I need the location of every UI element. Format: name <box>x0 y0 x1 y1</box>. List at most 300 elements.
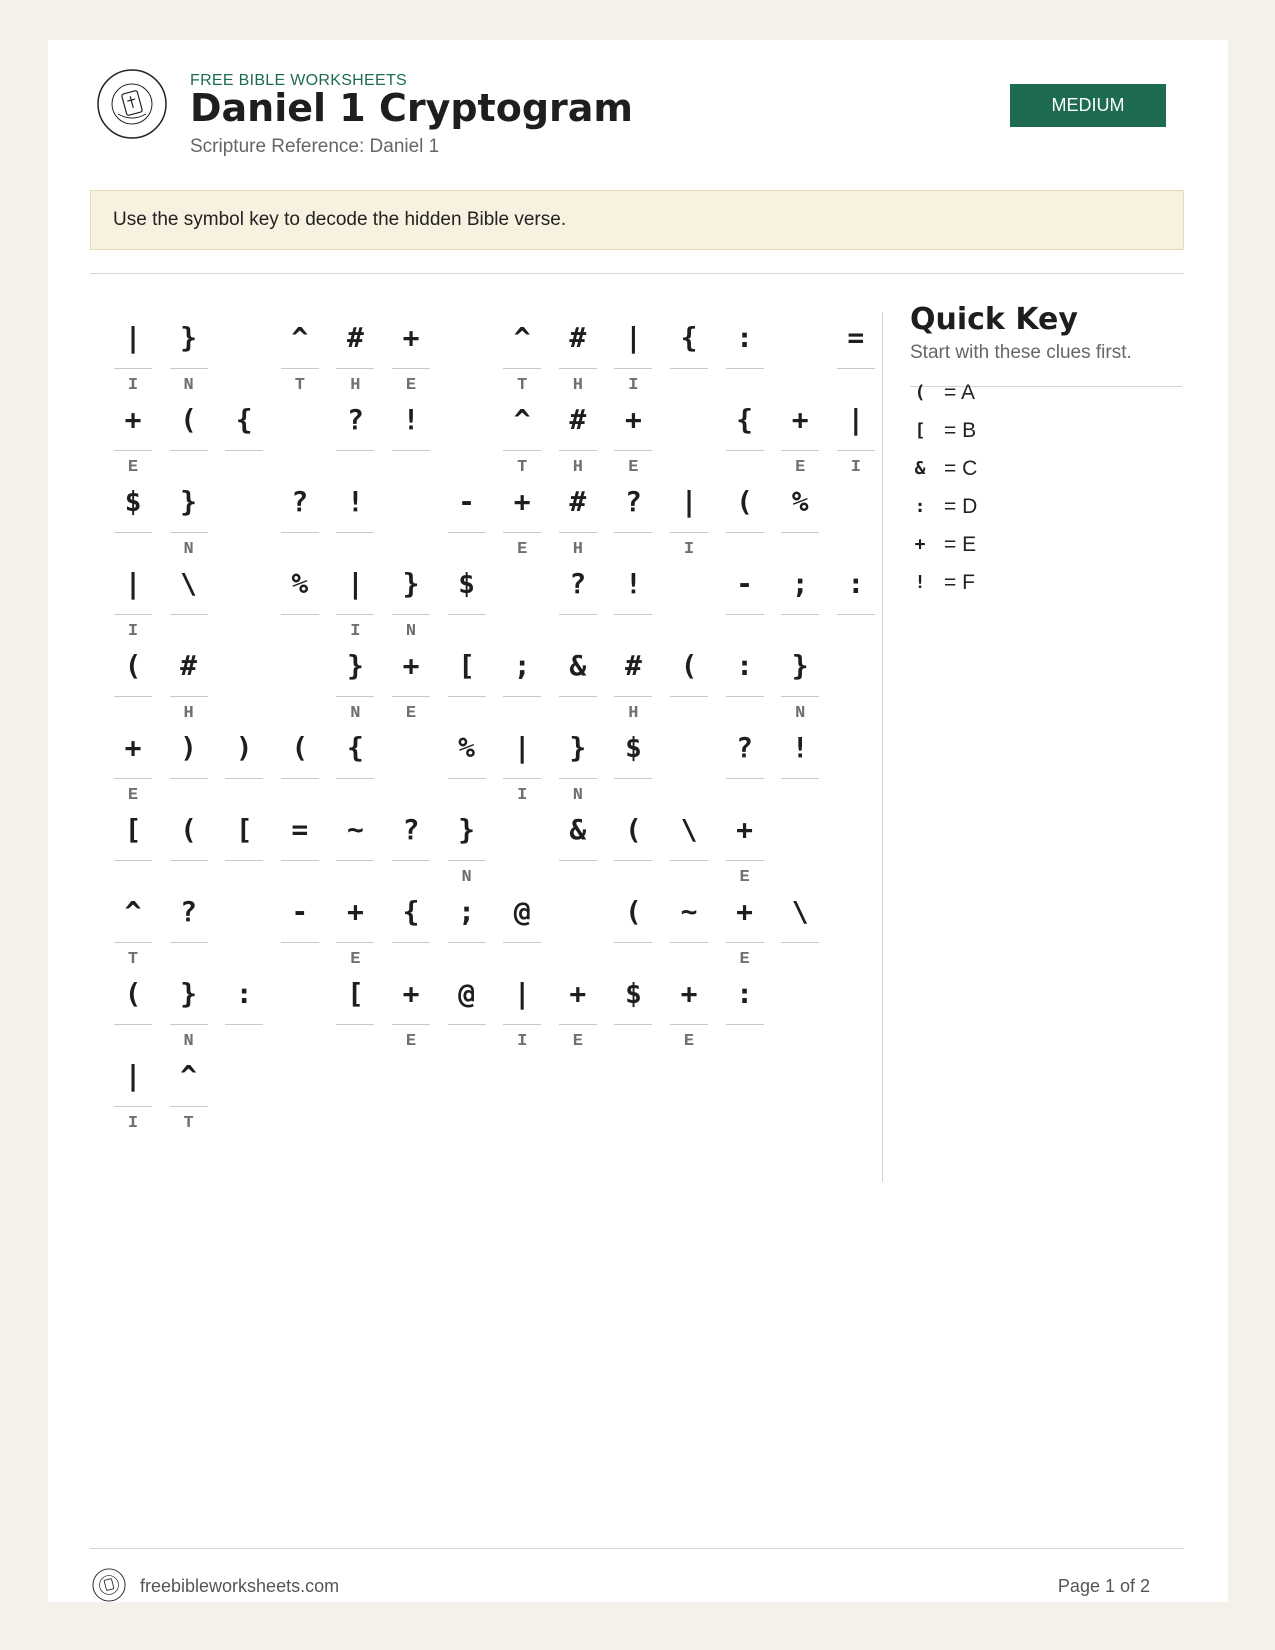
cipher-symbol: ? <box>291 485 309 518</box>
answer-blank[interactable] <box>614 450 652 451</box>
column-divider <box>882 312 883 1182</box>
hint-letter: I <box>683 540 695 559</box>
cipher-cell <box>170 638 208 728</box>
cipher-cell <box>781 720 819 810</box>
cipher-symbol: : <box>736 321 754 354</box>
answer-blank[interactable] <box>281 532 319 533</box>
cipher-symbol: + <box>624 403 642 436</box>
hint-letter: N <box>795 704 806 723</box>
key-symbol: & <box>914 458 926 479</box>
answer-blank[interactable] <box>392 860 430 861</box>
cipher-symbol: + <box>680 977 698 1010</box>
key-value: = D <box>944 495 978 518</box>
answer-blank[interactable] <box>392 1024 430 1025</box>
page-number: Page 1 of 2 <box>1057 1576 1150 1596</box>
cipher-symbol: + <box>346 895 364 928</box>
hint-letter: I <box>350 622 361 641</box>
answer-blank[interactable] <box>225 450 263 451</box>
answer-blank[interactable] <box>503 532 541 533</box>
answer-blank[interactable] <box>559 778 597 779</box>
answer-blank[interactable] <box>392 368 430 369</box>
answer-blank[interactable] <box>781 532 819 533</box>
answer-blank[interactable] <box>170 614 208 615</box>
cipher-cell <box>503 884 541 974</box>
answer-blank[interactable] <box>781 778 819 779</box>
cipher-cell <box>114 392 152 482</box>
page-title: Daniel 1 Cryptogram <box>190 86 634 130</box>
answer-blank[interactable] <box>614 696 652 697</box>
cipher-cell <box>726 966 764 1056</box>
cipher-symbol: % <box>458 731 476 764</box>
answer-blank[interactable] <box>614 778 652 779</box>
cipher-symbol: ? <box>624 485 642 518</box>
cipher-cell <box>448 638 486 728</box>
answer-blank[interactable] <box>170 1106 208 1107</box>
cipher-cell <box>670 638 708 728</box>
hint-letter: N <box>350 704 361 723</box>
cipher-symbol: } <box>402 567 420 600</box>
cipher-cell <box>726 474 764 564</box>
quick-key-subtitle: Start with these clues first. <box>910 342 1132 363</box>
cipher-cell <box>225 720 263 810</box>
cipher-cell <box>614 310 652 400</box>
hint-letter: E <box>739 950 750 969</box>
answer-blank[interactable] <box>336 860 374 861</box>
hint-letter <box>559 866 597 890</box>
cipher-symbol: ( <box>624 895 642 928</box>
answer-blank[interactable] <box>336 942 374 943</box>
cipher-symbol: $ <box>124 485 142 518</box>
cipher-symbol: @ <box>513 895 531 928</box>
cipher-cell <box>503 310 541 400</box>
brand-name: FREE BIBLE WORKSHEETS <box>190 72 408 89</box>
cipher-cell <box>170 884 208 974</box>
cipher-cell <box>670 310 708 400</box>
hint-letter <box>281 620 319 644</box>
cipher-symbol: ? <box>569 567 587 600</box>
cipher-cell <box>614 638 652 728</box>
answer-blank[interactable] <box>781 614 819 615</box>
cipher-cell <box>114 556 152 646</box>
hint-letter: T <box>517 376 528 395</box>
hint-letter: E <box>405 1032 417 1051</box>
cipher-symbol: { <box>235 403 253 436</box>
hint-letter: N <box>183 540 194 559</box>
cipher-symbol: + <box>569 977 587 1010</box>
answer-blank[interactable] <box>503 942 541 943</box>
cipher-cell <box>392 310 430 400</box>
answer-blank[interactable] <box>503 368 541 369</box>
cipher-cell <box>336 720 374 810</box>
answer-blank[interactable] <box>392 942 430 943</box>
answer-blank[interactable] <box>281 368 319 369</box>
answer-blank[interactable] <box>781 942 819 943</box>
answer-blank[interactable] <box>670 942 708 943</box>
hint-letter <box>225 866 263 890</box>
cipher-cell <box>614 556 652 646</box>
answer-blank[interactable] <box>170 1024 208 1025</box>
answer-blank[interactable] <box>170 942 208 943</box>
key-entry <box>910 568 1170 598</box>
answer-blank[interactable] <box>114 942 152 943</box>
cipher-symbol: - <box>458 485 476 518</box>
hint-letter: E <box>350 950 361 969</box>
hint-letter <box>225 1030 263 1054</box>
hint-letter: N <box>183 376 194 395</box>
cipher-cell <box>281 474 319 564</box>
hint-letter: I <box>127 376 139 395</box>
answer-blank[interactable] <box>114 532 152 533</box>
cipher-cell <box>614 474 652 564</box>
cipher-cell <box>503 638 541 728</box>
key-value: = A <box>944 381 975 404</box>
answer-blank[interactable] <box>614 942 652 943</box>
answer-blank[interactable] <box>170 860 208 861</box>
answer-blank[interactable] <box>114 1106 152 1107</box>
cipher-cell <box>336 474 374 564</box>
cipher-symbol: } <box>791 649 809 682</box>
cipher-symbol: } <box>180 321 198 354</box>
answer-blank[interactable] <box>503 696 541 697</box>
answer-blank[interactable] <box>726 696 764 697</box>
cipher-symbol: % <box>791 485 809 518</box>
answer-blank[interactable] <box>336 696 374 697</box>
cipher-symbol: + <box>402 977 420 1010</box>
cipher-cell <box>559 720 597 810</box>
cipher-cell <box>281 720 319 810</box>
key-symbol: : <box>914 496 926 517</box>
cipher-symbol: ( <box>124 649 142 682</box>
hint-letter: N <box>461 868 472 887</box>
answer-blank[interactable] <box>114 860 152 861</box>
cipher-symbol: { <box>680 321 698 354</box>
cipher-cell <box>726 802 764 892</box>
cipher-cell <box>670 802 708 892</box>
answer-blank[interactable] <box>336 368 374 369</box>
cipher-symbol: : <box>736 649 754 682</box>
hint-letter: E <box>405 704 417 723</box>
answer-blank[interactable] <box>837 368 875 369</box>
answer-blank[interactable] <box>559 696 597 697</box>
cipher-symbol: [ <box>124 813 142 846</box>
answer-blank[interactable] <box>559 532 597 533</box>
cipher-cell <box>448 966 486 1056</box>
key-value: = B <box>944 419 977 442</box>
cipher-symbol: + <box>402 649 420 682</box>
cipher-symbol: : <box>736 977 754 1010</box>
cipher-cell <box>503 720 541 810</box>
cipher-cell <box>726 638 764 728</box>
cipher-cell <box>170 310 208 400</box>
hint-letter: N <box>572 786 583 805</box>
hint-letter: N <box>183 1032 194 1051</box>
cipher-symbol: ( <box>736 485 754 518</box>
cipher-cell <box>503 474 541 564</box>
cipher-cell <box>336 556 374 646</box>
hint-letter: E <box>572 1032 583 1051</box>
cipher-cell <box>614 802 652 892</box>
cipher-symbol: : <box>235 977 253 1010</box>
answer-blank[interactable] <box>670 368 708 369</box>
hint-letter <box>336 1030 374 1054</box>
answer-blank[interactable] <box>448 1024 486 1025</box>
hint-letter: H <box>183 704 194 723</box>
cipher-cell <box>670 474 708 564</box>
hint-letter: H <box>572 540 583 559</box>
cipher-cell <box>392 638 430 728</box>
hint-letter <box>781 784 819 808</box>
answer-blank[interactable] <box>559 368 597 369</box>
answer-blank[interactable] <box>448 696 486 697</box>
hint-letter <box>225 456 263 480</box>
cipher-symbol: - <box>291 895 309 928</box>
answer-blank[interactable] <box>170 532 208 533</box>
cipher-symbol: : <box>847 567 865 600</box>
answer-blank[interactable] <box>281 942 319 943</box>
cipher-cell <box>114 884 152 974</box>
cipher-symbol: { <box>402 895 420 928</box>
cipher-symbol: # <box>346 321 364 354</box>
answer-blank[interactable] <box>670 696 708 697</box>
answer-blank[interactable] <box>559 860 597 861</box>
cipher-symbol: ( <box>124 977 142 1010</box>
cipher-cell <box>448 802 486 892</box>
cipher-symbol: ? <box>402 813 420 846</box>
hint-letter <box>281 948 319 972</box>
cipher-cell <box>559 556 597 646</box>
cipher-cell <box>392 392 430 482</box>
answer-blank[interactable] <box>670 1024 708 1025</box>
answer-blank[interactable] <box>114 614 152 615</box>
key-symbol: + <box>914 534 926 555</box>
cipher-cell <box>336 802 374 892</box>
cipher-symbol: ( <box>624 813 642 846</box>
cipher-cell <box>225 802 263 892</box>
cipher-symbol: } <box>180 485 198 518</box>
hint-letter <box>448 1030 486 1054</box>
cipher-cell <box>114 802 152 892</box>
cipher-symbol: = <box>847 321 865 354</box>
key-symbol: [ <box>914 420 926 441</box>
cipher-symbol: # <box>569 485 587 518</box>
scripture-reference: Scripture Reference: Daniel 1 <box>190 136 440 157</box>
answer-blank[interactable] <box>726 860 764 861</box>
answer-blank[interactable] <box>336 1024 374 1025</box>
answer-blank[interactable] <box>726 778 764 779</box>
key-entry <box>910 416 1170 446</box>
answer-blank[interactable] <box>726 942 764 943</box>
answer-blank[interactable] <box>114 1024 152 1025</box>
key-value: = C <box>944 457 978 480</box>
answer-blank[interactable] <box>336 614 374 615</box>
answer-blank[interactable] <box>614 1024 652 1025</box>
cipher-cell <box>336 310 374 400</box>
hint-letter <box>781 948 819 972</box>
hint-letter <box>670 702 708 726</box>
hint-letter <box>614 1030 652 1054</box>
cipher-cell <box>781 474 819 564</box>
cipher-cell <box>837 310 875 400</box>
cipher-cell <box>225 966 263 1056</box>
cipher-symbol: ^ <box>291 321 309 354</box>
cipher-symbol: % <box>291 567 309 600</box>
cipher-symbol: ! <box>402 403 420 436</box>
answer-blank[interactable] <box>726 368 764 369</box>
answer-blank[interactable] <box>726 450 764 451</box>
instructions-box: Use the symbol key to decode the hidden Bible verse. <box>90 190 1184 250</box>
hint-letter: I <box>127 1114 139 1133</box>
answer-blank[interactable] <box>170 368 208 369</box>
cipher-cell <box>114 310 152 400</box>
cipher-cell <box>281 310 319 400</box>
answer-blank[interactable] <box>114 696 152 697</box>
cipher-cell <box>448 884 486 974</box>
cipher-cell <box>170 802 208 892</box>
cipher-symbol: & <box>569 649 587 682</box>
answer-blank[interactable] <box>781 696 819 697</box>
cipher-symbol: ? <box>346 403 364 436</box>
answer-blank[interactable] <box>670 860 708 861</box>
worksheet-page <box>48 40 1228 1602</box>
cipher-symbol: | <box>680 485 698 518</box>
cipher-symbol: ~ <box>346 813 364 846</box>
answer-blank[interactable] <box>225 1024 263 1025</box>
hint-letter: E <box>405 376 417 395</box>
cipher-cell <box>225 392 263 482</box>
cipher-cell <box>837 556 875 646</box>
answer-blank[interactable] <box>670 532 708 533</box>
cipher-symbol: ( <box>291 731 309 764</box>
answer-blank[interactable] <box>781 450 819 451</box>
answer-blank[interactable] <box>448 860 486 861</box>
cipher-cell <box>670 966 708 1056</box>
answer-blank[interactable] <box>503 450 541 451</box>
cipher-symbol: ! <box>791 731 809 764</box>
answer-blank[interactable] <box>170 778 208 779</box>
cipher-cell <box>281 556 319 646</box>
key-symbol: ( <box>914 382 926 403</box>
cipher-cell <box>336 966 374 1056</box>
answer-blank[interactable] <box>392 696 430 697</box>
hint-letter: H <box>572 376 583 395</box>
answer-blank[interactable] <box>392 450 430 451</box>
cipher-symbol: + <box>513 485 531 518</box>
hint-letter <box>726 1030 764 1054</box>
cipher-symbol: | <box>124 321 142 354</box>
answer-blank[interactable] <box>170 696 208 697</box>
cipher-symbol: } <box>346 649 364 682</box>
cipher-symbol: $ <box>458 567 476 600</box>
cipher-symbol: [ <box>458 649 476 682</box>
cipher-cell <box>336 884 374 974</box>
cipher-symbol: ? <box>736 731 754 764</box>
answer-blank[interactable] <box>170 450 208 451</box>
answer-blank[interactable] <box>114 778 152 779</box>
cipher-cell <box>559 802 597 892</box>
answer-blank[interactable] <box>837 450 875 451</box>
quick-key-title: Quick Key <box>910 302 1078 337</box>
cipher-symbol: # <box>569 321 587 354</box>
answer-blank[interactable] <box>225 778 263 779</box>
hint-letter: I <box>517 786 528 805</box>
cipher-cell <box>114 1048 152 1138</box>
answer-blank[interactable] <box>837 614 875 615</box>
cipher-symbol: | <box>847 403 865 436</box>
hint-letter: H <box>628 704 639 723</box>
answer-blank[interactable] <box>503 778 541 779</box>
answer-blank[interactable] <box>559 614 597 615</box>
cipher-symbol: - <box>736 567 754 600</box>
answer-blank[interactable] <box>336 532 374 533</box>
answer-blank[interactable] <box>336 450 374 451</box>
cipher-symbol: ( <box>680 649 698 682</box>
cipher-cell <box>781 638 819 728</box>
cipher-symbol: ^ <box>513 403 531 436</box>
cipher-symbol: ^ <box>124 895 142 928</box>
answer-blank[interactable] <box>448 942 486 943</box>
cipher-cell <box>170 392 208 482</box>
cipher-symbol: ; <box>513 649 531 682</box>
answer-blank[interactable] <box>503 1024 541 1025</box>
cipher-symbol: ! <box>346 485 364 518</box>
answer-blank[interactable] <box>281 614 319 615</box>
hint-letter: E <box>127 458 139 477</box>
answer-blank[interactable] <box>559 1024 597 1025</box>
answer-blank[interactable] <box>614 614 652 615</box>
cipher-cell <box>614 720 652 810</box>
answer-blank[interactable] <box>726 614 764 615</box>
answer-blank[interactable] <box>448 778 486 779</box>
cipher-cell <box>170 1048 208 1138</box>
cipher-symbol: ^ <box>513 321 531 354</box>
hint-letter: E <box>739 868 750 887</box>
cipher-symbol: | <box>346 567 364 600</box>
cipher-symbol: | <box>513 731 531 764</box>
cipher-cell <box>281 884 319 974</box>
cipher-cell <box>503 392 541 482</box>
answer-blank[interactable] <box>392 614 430 615</box>
answer-blank[interactable] <box>448 614 486 615</box>
answer-blank[interactable] <box>726 532 764 533</box>
answer-blank[interactable] <box>448 532 486 533</box>
answer-blank[interactable] <box>114 368 152 369</box>
answer-blank[interactable] <box>281 860 319 861</box>
hint-letter: H <box>572 458 583 477</box>
cipher-symbol: ~ <box>680 895 698 928</box>
cipher-cell <box>781 392 819 482</box>
answer-blank[interactable] <box>225 860 263 861</box>
answer-blank[interactable] <box>114 450 152 451</box>
answer-blank[interactable] <box>614 532 652 533</box>
cipher-symbol: + <box>791 403 809 436</box>
hint-letter: E <box>127 786 139 805</box>
answer-blank[interactable] <box>614 860 652 861</box>
cipher-symbol: ^ <box>180 1059 198 1092</box>
cipher-cell <box>726 720 764 810</box>
answer-blank[interactable] <box>726 1024 764 1025</box>
cipher-cell <box>170 720 208 810</box>
cipher-cell <box>170 474 208 564</box>
answer-blank[interactable] <box>336 778 374 779</box>
key-entry <box>910 492 1170 522</box>
answer-blank[interactable] <box>281 778 319 779</box>
answer-blank[interactable] <box>614 368 652 369</box>
cipher-cell <box>336 638 374 728</box>
cipher-symbol: } <box>458 813 476 846</box>
answer-blank[interactable] <box>559 450 597 451</box>
cipher-cell <box>114 966 152 1056</box>
cipher-cell <box>559 966 597 1056</box>
